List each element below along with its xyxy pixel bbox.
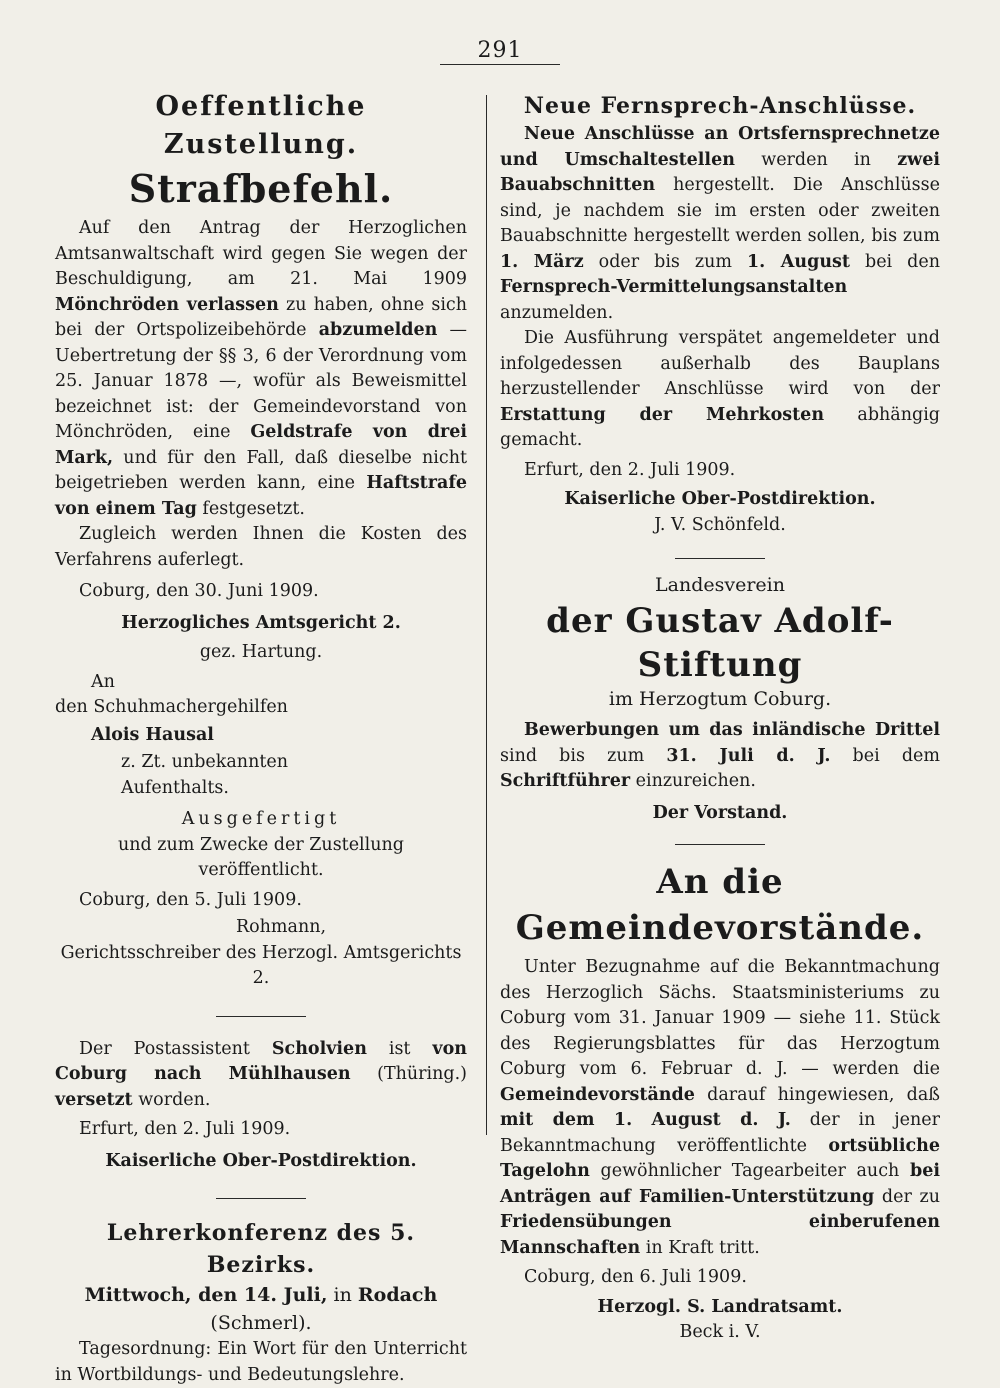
addressee-occupation: den Schuhmachergehilfen — [55, 697, 288, 717]
court-date: Coburg, den 30. Juni 1909. — [79, 581, 319, 601]
court-name: Herzogliches Amtsgericht 2. — [121, 612, 401, 633]
issued-purpose: und zum Zwecke der Zustellung veröffentlicht. — [118, 834, 404, 880]
separator — [675, 844, 765, 845]
late-registration-paragraph: Die Ausführung verspätet angemeldeter und infolgedessen außerhalb des Bauplans herzustellender Anschlüsse wird von der Erstattung der Mehrkosten abhängig gemacht. — [500, 328, 940, 450]
separator — [216, 1016, 306, 1017]
right-column — [500, 82, 940, 1346]
post-office-signature: Kaiserliche Ober-Postdirektion. — [564, 489, 876, 509]
municipal-heads-heading: An die Gemeindevorstände. — [515, 862, 925, 948]
separator — [675, 558, 765, 559]
penalty-order-heading: Strafbefehl. — [128, 166, 394, 211]
transfer-date: Erfurt, den 2. Juli 1909. — [79, 1119, 291, 1139]
conference-date: Mittwoch, den 14. Juli, in Rodach (Schmerl). — [84, 1284, 438, 1334]
municipal-heads-paragraph: Unter Bezugnahme auf die Bekanntmachung des Herzoglich Sächs. Staatsministeriums zu Coburg vom 31. Januar 1909 — siehe 11. Stück des Regierungsblattes für das Herzogtum Coburg vom 6. Februar d. J. — werden die Gemeindevorstände darauf hingewiesen, daß mit dem 1. August d. J. der in jener Bekanntmachung veröffentlichte ortsübliche Tagelohn gewöhnlicher Tagearbeiter auch bei Anträgen auf Familien-Unterstützung der zu Friedensübungen einberufenen Mannschaften in Kraft tritt. — [500, 957, 940, 1258]
issued-label: Ausgefertigt — [181, 809, 341, 829]
addressee-to: An — [91, 671, 115, 692]
district-office-signature: Herzogl. S. Landratsamt. — [597, 1296, 843, 1317]
clerk-title: Gerichtsschreiber des Herzogl. Amtsgerichts 2. — [60, 942, 462, 988]
costs-paragraph: Zugleich werden Ihnen die Kosten des Verfahrens auferlegt. — [55, 524, 467, 570]
page-number: 291 — [477, 38, 523, 63]
transfer-notice: Der Postassistent Scholvien ist von Coburg nach Mühlhausen (Thüring.) versetzt worden. — [55, 1038, 467, 1110]
post-office-signature: Kaiserliche Ober-Postdirektion. — [105, 1150, 417, 1171]
public-notice-title: Oeffentliche Zustellung. — [155, 91, 367, 160]
addressee-whereabouts: Aufenthalts. — [121, 777, 229, 798]
addressee-name: Alois Hausal — [91, 724, 214, 745]
association-label: Landesverein — [655, 574, 785, 596]
association-region: im Herzogtum Coburg. — [608, 687, 832, 710]
telephone-paragraph: Neue Anschlüsse an Ortsfernsprechnetze und Umschaltestellen werden in zwei Bauabschnitten hergestellt. Die Anschlüsse sind, je nachdem sie im ersten oder zweiten Bauabschnitte hergestellt werden sollen, bis zum 1. März oder bis zum 1. August bei den Fernsprech-Vermittelungsanstalten anzumelden. — [500, 124, 940, 323]
penalty-order-text: Auf den Antrag der Herzoglichen Amtsanwaltschaft wird gegen Sie wegen der Beschuldigung, am 21. Mai 1909 Mönchröden verlassen zu haben, ohne sich bei der Ortspolizeibehörde abzumelden — Uebertretung der §§ 3, 6 der Verordnung vom 25. Januar 1878 —, wofür als Beweismittel bezeichnet ist: der Gemeindevorstand von Mönchröden, eine Geldstrafe von drei Mark, und für den Fall, daß dieselbe nicht beigetrieben werden kann, eine Haftstrafe von einem Tag festgesetzt. — [55, 218, 468, 519]
district-office-date: Coburg, den 6. Juli 1909. — [524, 1267, 747, 1287]
issued-date: Coburg, den 5. Juli 1909. — [79, 889, 302, 910]
telephone-date: Erfurt, den 2. Juli 1909. — [524, 459, 736, 480]
page-number-rule — [440, 64, 560, 65]
left-column — [55, 82, 467, 1388]
conference-agenda: Tagesordnung: Ein Wort für den Unterricht in Wortbildungs- und Bedeutungslehre. — [55, 1339, 467, 1385]
addressee-location: z. Zt. unbekannten — [121, 752, 289, 772]
signature-hartung: gez. Hartung. — [199, 642, 323, 662]
clerk-name: Rohmann, — [235, 917, 327, 937]
telephone-title: Neue Fernsprech-Anschlüsse. — [523, 93, 917, 119]
signature-schoenfeld: J. V. Schönfeld. — [654, 514, 786, 535]
application-notice: Bewerbungen um das inländische Drittel sind bis zum 31. Juli d. J. bei dem Schriftführer einzureichen. — [500, 720, 941, 791]
board-signature: Der Vorstand. — [652, 802, 788, 823]
signature-beck: Beck i. V. — [679, 1322, 761, 1342]
association-name: der Gustav Adolf-Stiftung — [546, 600, 894, 685]
column-divider — [486, 95, 487, 1135]
teacher-conference-title: Lehrerkonferenz des 5. Bezirks. — [106, 1220, 416, 1278]
